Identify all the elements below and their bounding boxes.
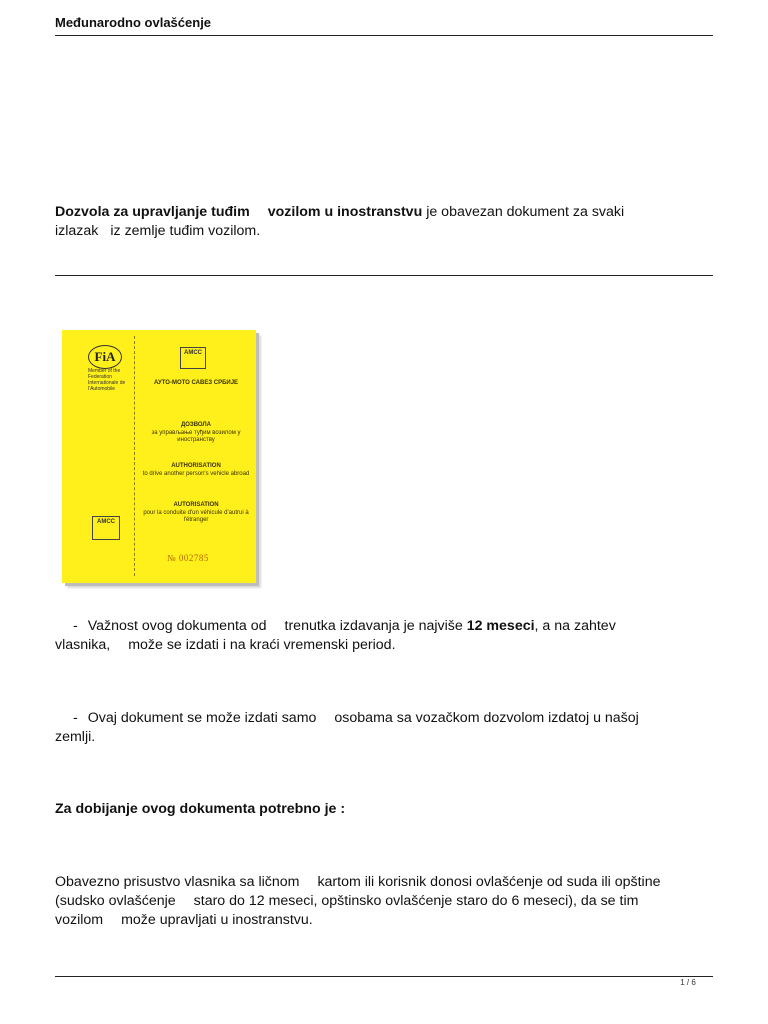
bullet-dash: - [73, 618, 78, 634]
requirements-paragraph [55, 873, 715, 930]
intro-text-1: je obavezan dokument za svaki [422, 204, 625, 220]
header-divider [55, 35, 713, 36]
booklet-title-fr: AUTORISATION [173, 502, 219, 508]
intro-paragraph [55, 203, 715, 241]
req-text-5: vozilom [55, 912, 104, 928]
booklet-title-sr: ДОЗВОЛА [181, 422, 211, 428]
req-text-2: kartom ili korisnik donosi ovlašćenje od suda ili opštine [317, 874, 661, 890]
validity-text-4: vlasnika, [55, 637, 111, 653]
intro-bold-1: Dozvola za upravljanje tuđim [55, 204, 250, 220]
validity-text-1: Važnost ovog dokumenta od [87, 618, 267, 634]
booklet-subtitle-en: to drive another person's vehicle abroad [142, 471, 250, 477]
page-number: 1 / 6 [680, 978, 696, 987]
validity-duration: 12 meseci [466, 618, 535, 634]
req-text-6: može upravljati u inostranstvu. [121, 912, 313, 928]
booklet-subtitle-sr: за управљање туђим возилом у иностранству [151, 430, 241, 443]
validity-text-2: trenutka izdavanja je najviše [284, 618, 467, 634]
intro-text-3: iz zemlje tuđim vozilom. [110, 223, 261, 239]
section-divider [55, 275, 713, 276]
req-text-4: staro do 12 meseci, opštinsko ovlašćenje staro do 6 meseci), da se tim [193, 893, 639, 909]
req-text-1: Obavezno prisustvo vlasnika sa ličnom [55, 874, 300, 890]
booklet-subtitle-fr: pour la conduite d'un véhicule d'autrui à l'étranger [143, 510, 249, 523]
validity-bullet [55, 617, 715, 655]
fia-logo: FiA [88, 345, 122, 369]
eligibility-bullet [55, 709, 715, 747]
booklet-title-en: AUTHORISATION [171, 463, 221, 469]
req-text-3: (sudsko ovlašćenje [55, 893, 176, 909]
validity-text-3: , a na zahtev [534, 618, 616, 634]
eligibility-text-3: zemlji. [55, 729, 96, 745]
amcc-logo-top: AMCC [180, 347, 206, 369]
booklet-serial-number: № 002785 [167, 553, 209, 563]
bullet-dash: - [73, 710, 78, 726]
booklet-org-name: АУТО-МОТО САВЕЗ СРБИЈЕ [153, 380, 239, 386]
eligibility-text-2: osobama sa vozačkom dozvolom izdatoj u našoj [334, 710, 639, 726]
footer-divider [55, 976, 713, 977]
amcc-logo-left: AMCC [92, 516, 120, 540]
intro-text-2: izlazak [55, 223, 99, 239]
validity-text-5: može se izdati i na kraći vremenski period. [128, 637, 396, 653]
fia-membership-text: Member of the Federation Internationale de l'Automobile [88, 368, 126, 392]
eligibility-text-1: Ovaj dokument se može izdati samo [87, 710, 317, 726]
booklet-spine [134, 336, 135, 576]
permit-booklet-image [62, 330, 256, 583]
intro-bold-2: vozilom u inostranstvu [267, 204, 423, 220]
requirements-heading: Za dobijanje ovog dokumenta potrebno je : [55, 801, 346, 817]
page-header-title: Međunarodno ovlašćenje [55, 15, 212, 30]
